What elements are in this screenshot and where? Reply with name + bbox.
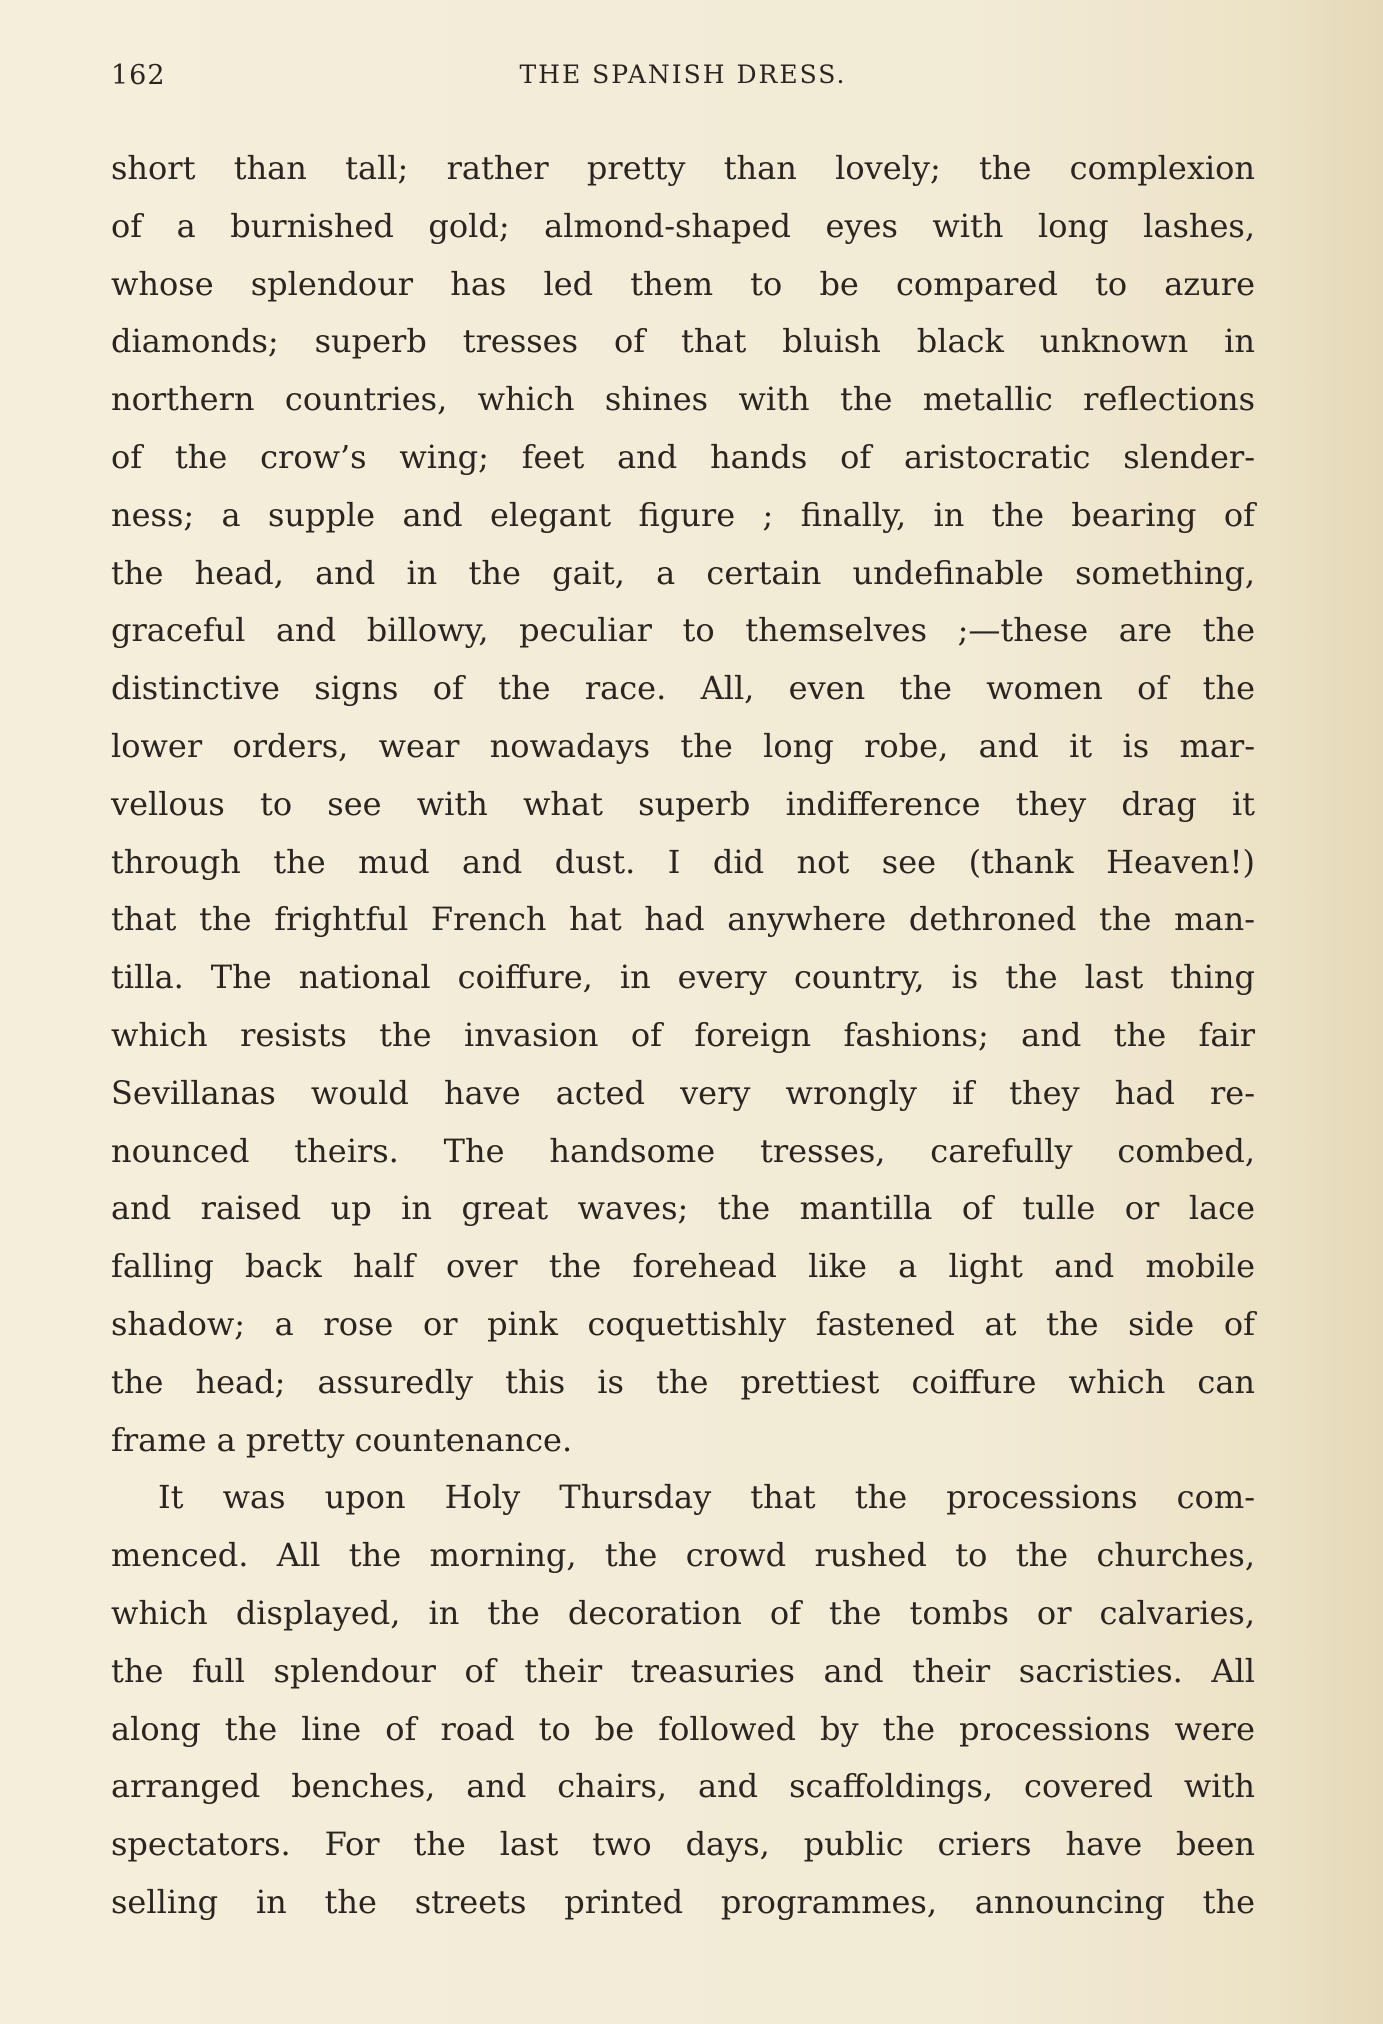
text-line: which resists the invasion of foreign fashions; and the fair — [111, 1015, 1255, 1054]
text-line: of a burnished gold; almond-shaped eyes with long lashes, — [111, 206, 1255, 245]
text-line: northern countries, which shines with the metallic reflections — [111, 380, 1255, 419]
text-line: selling in the streets printed programmes, announcing the — [111, 1882, 1255, 1921]
running-head: THE SPANISH DRESS. — [519, 60, 847, 89]
text-line: the full splendour of their treasuries and their sacristies. All — [111, 1651, 1255, 1690]
text-line: graceful and billowy, peculiar to themselves ;—these are the — [111, 611, 1255, 650]
text-line: and raised up in great waves; the mantilla of tulle or lace — [111, 1189, 1255, 1228]
text-line: spectators. For the last two days, public criers have been — [111, 1825, 1255, 1864]
text-line: distinctive signs of the race. All, even the women of the — [111, 669, 1255, 708]
text-line: diamonds; superb tresses of that bluish black unknown in — [111, 322, 1255, 361]
text-line: Sevillanas would have acted very wrongly if they had re- — [111, 1073, 1255, 1112]
text-line: ness; a supple and elegant figure ; finally, in the bearing of — [111, 495, 1255, 534]
text-line: which displayed, in the decoration of the tombs or calvaries, — [111, 1593, 1255, 1632]
text-line: through the mud and dust. I did not see (thank Heaven!) — [111, 842, 1255, 881]
page-number: 162 — [111, 60, 166, 91]
text-line: vellous to see with what superb indifference they drag it — [111, 784, 1255, 823]
text-line: the head; assuredly this is the prettiest coiffure which can — [111, 1362, 1255, 1401]
text-line: arranged benches, and chairs, and scaffoldings, covered with — [111, 1767, 1255, 1806]
paragraph-start-line: It was upon Holy Thursday that the processions com- — [158, 1478, 1255, 1517]
text-line: tilla. The national coiffure, in every country, is the last thing — [111, 958, 1255, 997]
text-line: shadow; a rose or pink coquettishly fastened at the side of — [111, 1304, 1255, 1343]
page-header — [111, 60, 1255, 100]
text-line: of the crow’s wing; feet and hands of aristocratic slender- — [111, 437, 1255, 476]
text-line: short than tall; rather pretty than lovely; the complexion — [111, 149, 1255, 187]
text-line: whose splendour has led them to be compared to azure — [111, 264, 1255, 303]
text-line: falling back half over the forehead like a light and mobile — [111, 1247, 1255, 1286]
text-line: along the line of road to be followed by the processions were — [111, 1709, 1255, 1748]
paragraph-end-line: frame a pretty countenance. — [111, 1420, 573, 1459]
text-line: nounced theirs. The handsome tresses, carefully combed, — [111, 1131, 1255, 1170]
text-line: menced. All the morning, the crowd rushed to the churches, — [111, 1536, 1255, 1575]
text-line: that the frightful French hat had anywhere dethroned the man- — [111, 900, 1255, 939]
body-text — [111, 140, 1255, 1932]
text-line: lower orders, wear nowadays the long robe, and it is mar- — [111, 726, 1255, 765]
text-line: the head, and in the gait, a certain undefinable something, — [111, 553, 1255, 592]
